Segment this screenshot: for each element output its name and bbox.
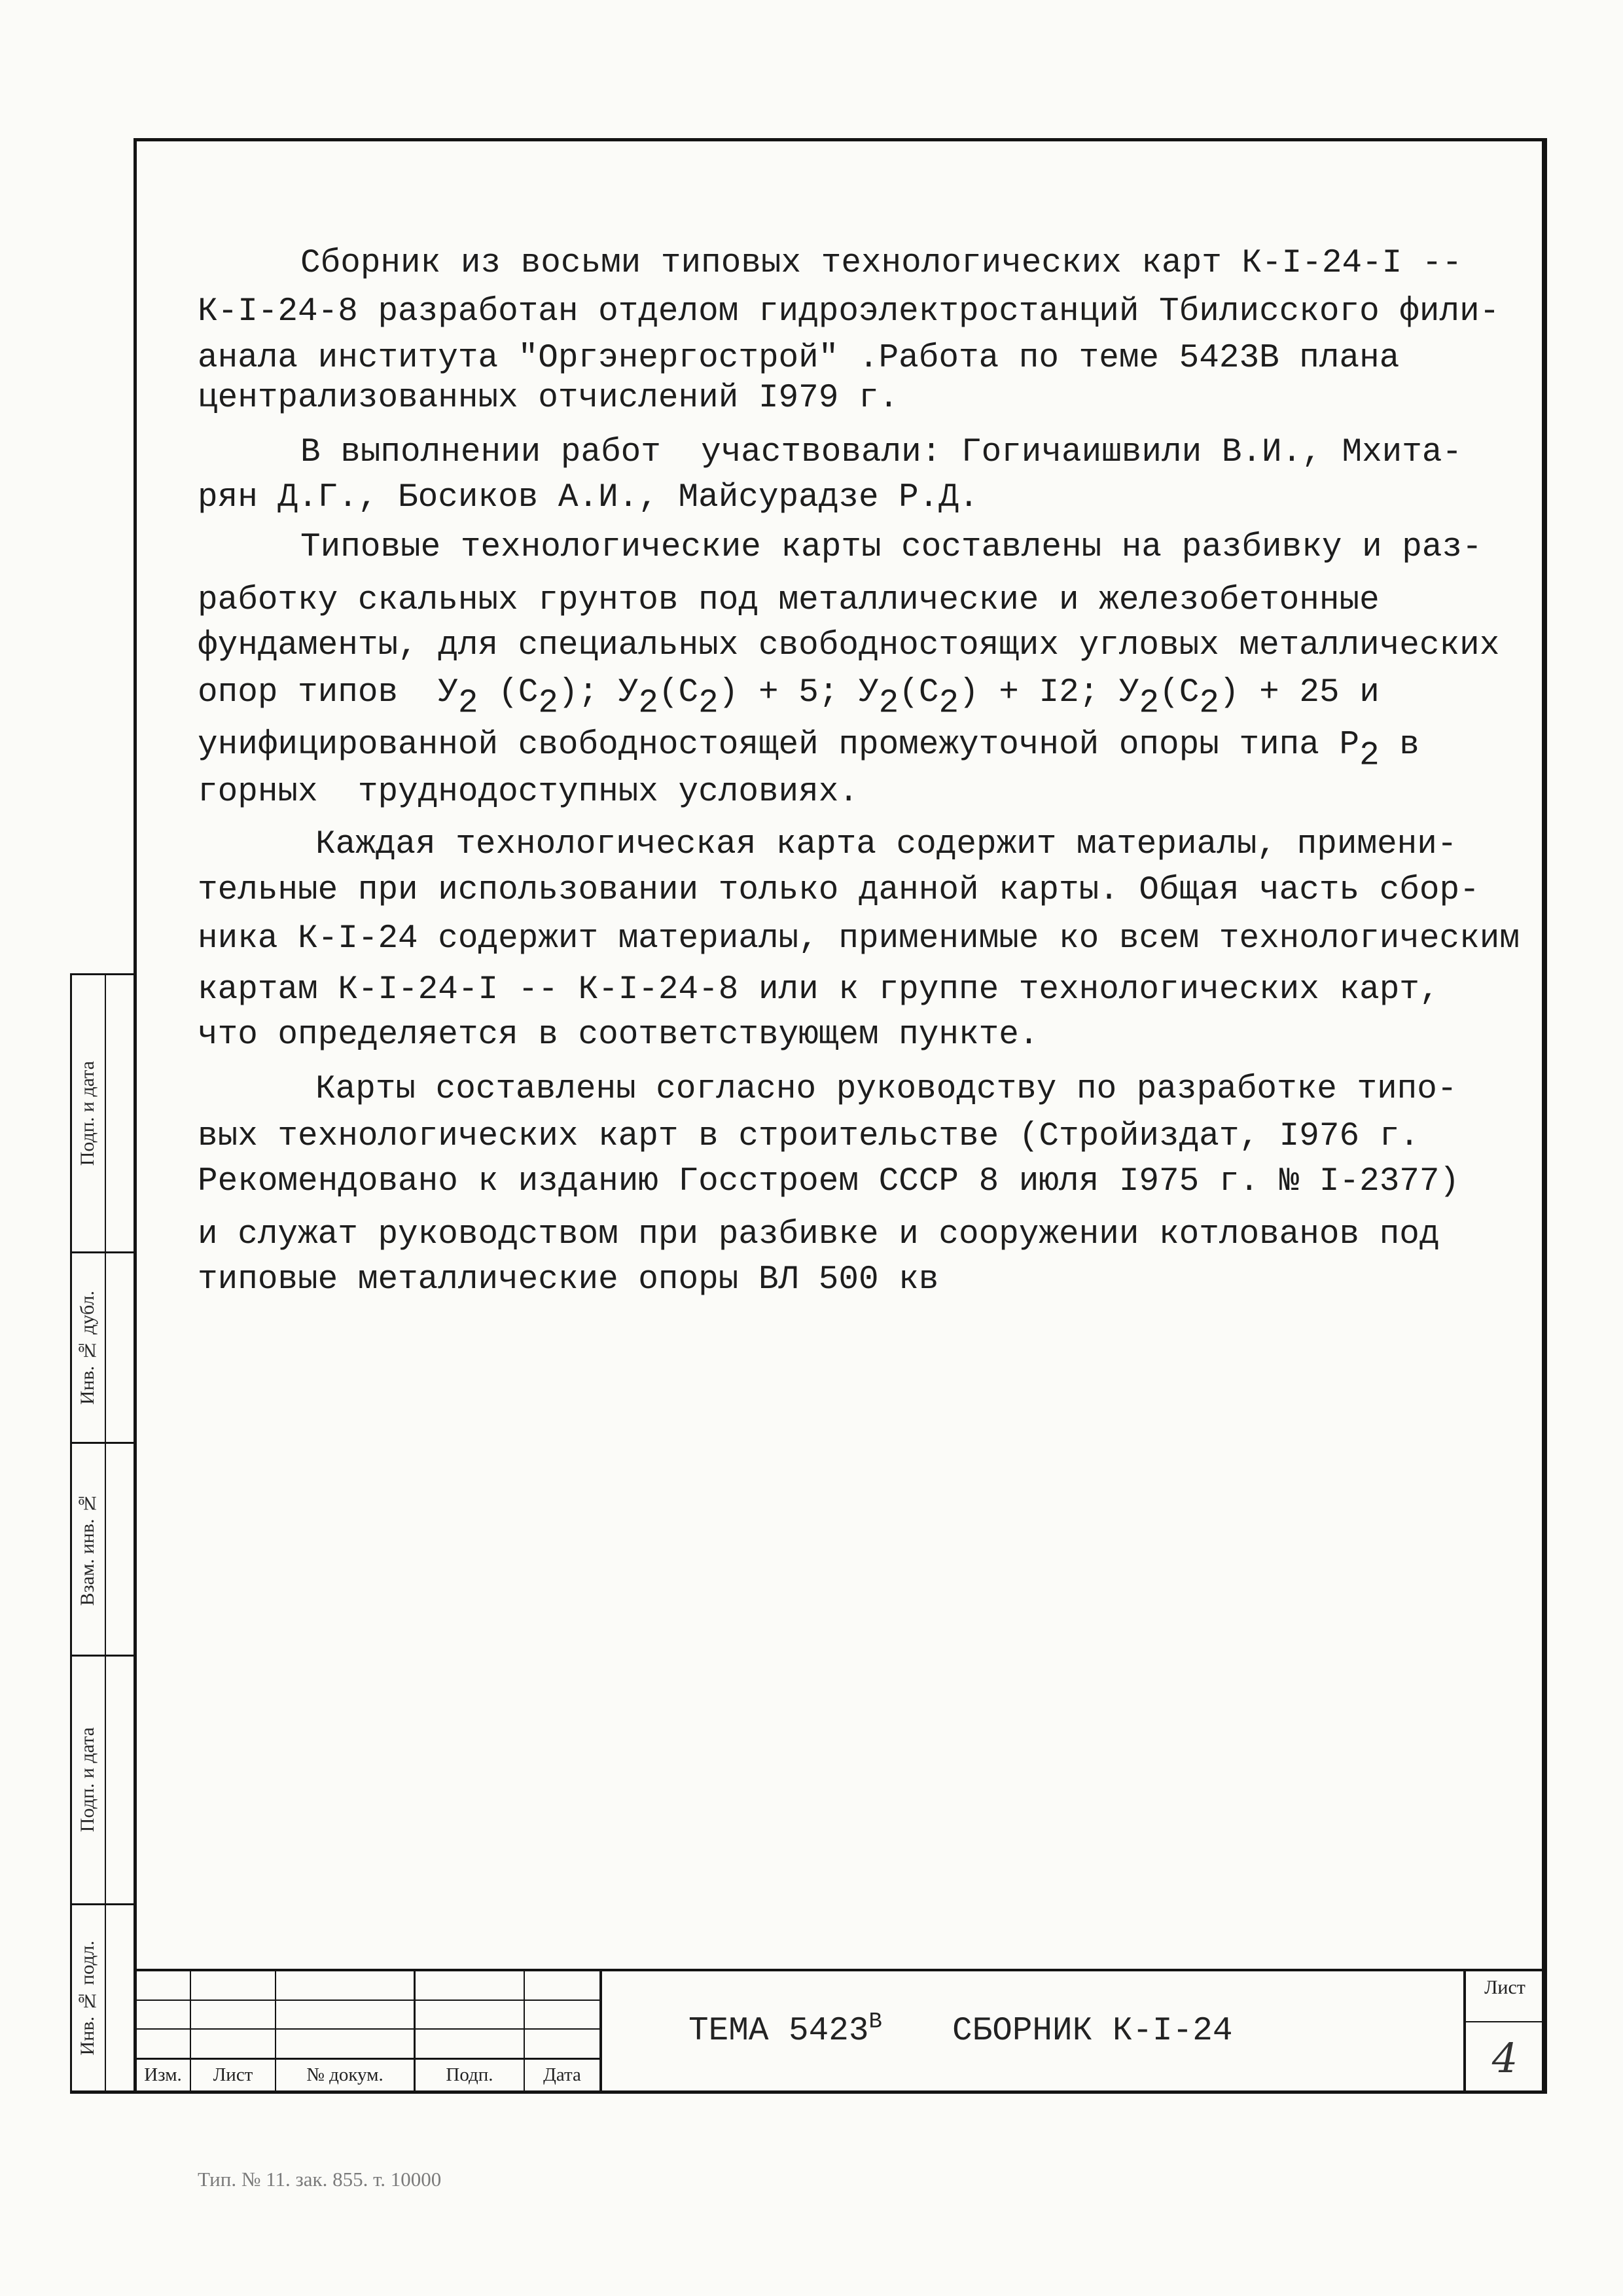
subscript: 2 bbox=[698, 685, 719, 723]
stamp-column-line bbox=[105, 974, 106, 2092]
stamp-label: Подп. и дата bbox=[76, 1060, 98, 1166]
theme-text: ТЕМА 5423 bbox=[688, 2013, 869, 2050]
collection-title: СБОРНИК К-I-24 bbox=[952, 2013, 1233, 2050]
formula-text: (С bbox=[899, 674, 939, 711]
formula-text: ) + 5; У bbox=[718, 674, 879, 711]
text-line: вых технологических карт в строительстве (Стройиздат, I976 г. bbox=[198, 1118, 1419, 1155]
print-info: Тип. № 11. зак. 855. т. 10000 bbox=[198, 2168, 442, 2191]
frame-left-border bbox=[134, 138, 137, 2094]
stamp-label: Инв. № подл. bbox=[76, 1940, 98, 2056]
formula-text: ) + 25 и bbox=[1219, 674, 1380, 711]
formula-text: ); У bbox=[558, 674, 639, 711]
frame-top-border bbox=[135, 138, 1547, 141]
sheet-number: 4 bbox=[1491, 2034, 1518, 2082]
theme-superscript: В bbox=[868, 2009, 882, 2035]
text-line: Каждая технологическая карта содержит материалы, примени- bbox=[315, 826, 1457, 863]
stamp-label: Инв. № дубл. bbox=[76, 1290, 98, 1405]
formula-text: (С bbox=[478, 674, 539, 711]
text-line: ника К-I-24 содержит материалы, применимые ко всем технологическим bbox=[198, 920, 1520, 958]
text-line bbox=[198, 726, 1419, 775]
line-text: в bbox=[1379, 726, 1419, 764]
stamp-label: Взам. инв. № bbox=[76, 1492, 98, 1606]
sheet-cell-divider bbox=[1465, 2021, 1543, 2022]
subscript: 2 bbox=[878, 685, 899, 723]
subscript: 2 bbox=[938, 685, 959, 723]
subscript: 2 bbox=[1199, 685, 1219, 723]
sheet-label: Лист bbox=[1484, 1977, 1525, 1998]
column-signature: Подп. bbox=[446, 2064, 493, 2085]
subscript: 2 bbox=[1359, 737, 1380, 775]
text-line: Сборник из восьми типовых технологических карт К-I-24-I -- bbox=[300, 245, 1463, 282]
text-line: централизованных отчислений I979 г. bbox=[198, 380, 899, 417]
formula-line bbox=[198, 673, 1380, 723]
text-line: картам К-I-24-I -- К-I-24-8 или к группе технологических карт, bbox=[198, 971, 1440, 1009]
stamp-cell-original-inv bbox=[70, 1905, 105, 2090]
stamp-cell-replaced-inv bbox=[70, 1444, 105, 1655]
text-line: тельные при использовании только данной карты. Общая часть сбор- bbox=[198, 872, 1480, 909]
text-line: горных труднодоступных условиях. bbox=[198, 774, 859, 811]
title-block-row-line bbox=[135, 2000, 601, 2001]
stamp-cell-signature-date bbox=[70, 975, 105, 1251]
stamp-cell-duplicate-inv bbox=[70, 1253, 105, 1442]
line-text: унифицированной свободностоящей промежуточной опоры типа Р bbox=[198, 726, 1360, 764]
text-line: Рекомендовано к изданию Госстроем СССР 8 июля I975 г. № I-2377) bbox=[198, 1163, 1460, 1200]
text-line: типовые металлические опоры ВЛ 500 кв bbox=[198, 1261, 939, 1299]
column-change: Изм. bbox=[144, 2064, 182, 2085]
column-sheet: Лист bbox=[213, 2064, 253, 2085]
stamp-label: Подп. и дата bbox=[76, 1727, 98, 1833]
subscript: 2 bbox=[638, 685, 658, 723]
frame-right-border bbox=[1542, 138, 1547, 2094]
column-date: Дата bbox=[543, 2064, 581, 2085]
text-line: анала института "Оргэнергострой" .Работа по теме 5423В плана bbox=[198, 340, 1400, 377]
text-line: Типовые технологические карты составлены на разбивку и раз- bbox=[300, 529, 1482, 566]
column-doc-number: № докум. bbox=[306, 2064, 383, 2085]
text-line: и служат руководством при разбивке и сооружении котлованов под bbox=[198, 1216, 1440, 1253]
text-line: Карты составлены согласно руководству по разработке типо- bbox=[315, 1071, 1457, 1108]
text-line: К-I-24-8 разработан отделом гидроэлектростанций Тбилисского фили- bbox=[198, 293, 1500, 331]
formula-text: (С bbox=[1159, 674, 1200, 711]
text-line: фундаменты, для специальных свободностоящих угловых металлических bbox=[198, 627, 1500, 664]
frame-bottom-border bbox=[70, 2090, 1547, 2094]
text-line: рян Д.Г., Босиков А.И., Майсурадзе Р.Д. bbox=[198, 479, 979, 516]
formula-text: ) + I2; У bbox=[959, 674, 1139, 711]
title-block-col-line bbox=[599, 1970, 602, 2092]
formula-text: (С bbox=[658, 674, 699, 711]
title-block-row-line bbox=[135, 2028, 601, 2030]
text-line: что определяется в соответствующем пункте. bbox=[198, 1016, 1039, 1054]
text-line: В выполнении работ участвовали: Гогичаишвили В.И., Мхита- bbox=[300, 434, 1463, 471]
formula-text: опор типов У bbox=[198, 674, 458, 711]
title-block-top-line bbox=[135, 1969, 1545, 1971]
theme-title bbox=[688, 2009, 882, 2051]
subscript: 2 bbox=[538, 685, 558, 723]
subscript: 2 bbox=[457, 685, 478, 723]
text-line: работку скальных грунтов под металлические и железобетонные bbox=[198, 582, 1380, 619]
subscript: 2 bbox=[1139, 685, 1160, 723]
stamp-cell-signature-date-2 bbox=[70, 1657, 105, 1903]
